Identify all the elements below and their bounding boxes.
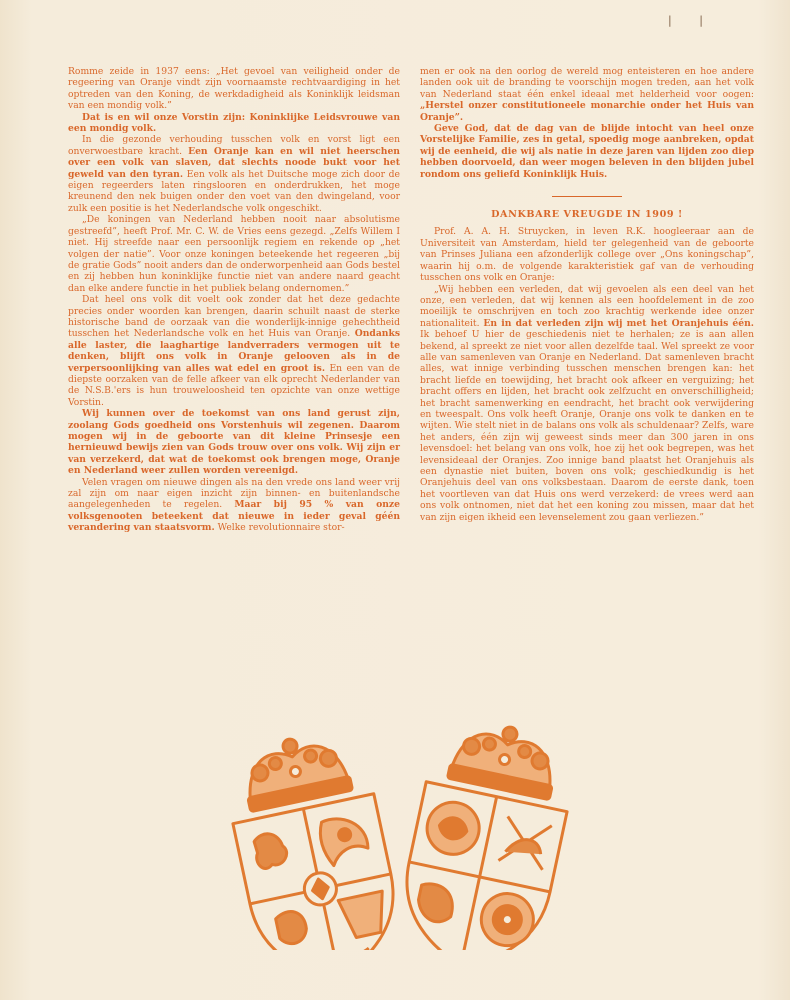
section-heading: DANKBARE VREUGDE IN 1909 ! — [491, 209, 683, 221]
body-text: In die gezonde verhouding tusschen volk en vorst ligt een onverwoestbare kracht. — [68, 134, 400, 157]
left-shield — [218, 724, 409, 950]
body-text: Velen vragen om nieuwe dingen als na den vrede ons land weer vrij zal zijn om naar eigen inzicht zijn binnen- en buitenlandsche aangelegenheden te regelen. — [68, 476, 400, 511]
fold-marks: | | — [668, 14, 715, 27]
body-text: Ik behoef U hier de geschiedenis niet te herhalen; ze is aan allen bekend, al spreekt ze niet voor allen dezelfde taal. Wel spreekt ze voor alle van samenleven van Oranje en Nederland. Dat samenleven bracht alles, wat innige verbinding tusschen menschen brengen kan: het bracht liefde en toewijding, het bracht ook afkeer en verguizing; het bracht offers en lijden, het bracht ook zelfzucht en onverschilligheid; het bracht samenwerking en eendracht, het bracht ook verwijdering en tweespalt. Ons volk heeft Oranje, Oranje ons volk te danken en te wijten. Wie stelt niet in de balans ons volk als schuldenaar? Zelfs, ware het anders, één zijn wij geweest sinds meer dan 300 jaren in ons levensdoel: het belang van ons volk, hoe zij het ook begrepen, was het levensideaal der Oranjes. Zoo innige band plaatst het Oranjehuis als een dynastie niet buiten, boven ons volk; geschiedkundig is het Oranjehuis deel van ons volksbestaan. Daarom de eerste dank, toen het voortleven van dat Huis ons werd verzekerd: de vrees werd aan ons volk ontnomen, niet dat het een koning zou missen, maar dat het van zijn eigen ikheid een levenselement zou gaan verliezen.” — [420, 329, 754, 523]
bold-text: Ondanks alle laster, die laaghartige landverraders vermogen uit te denken, blijft ons volk in Oranje gelooven als in de verpersoonlijking van alles wat edel en groot is. — [68, 328, 400, 374]
left-column — [68, 66, 400, 534]
right-column-bottom — [420, 226, 754, 523]
paragraph — [68, 214, 400, 294]
bold-text: Wij kunnen over de toekomst van ons land gerust zijn, zoolang Gods goedheid ons Vorstenhuis wil zegenen. Daarom mogen wij in de geboorte van dit kleine Prinsesje een hernieuwd bewijs zien van Gods trouw over ons volk. Wij zijn er van verzekerd, dat wat de toekomst ook brengen moge, Oranje en Nederland weer zullen worden vereenigd. — [68, 408, 400, 477]
body-text: „Wij hebben een verleden, dat wij gevoelen als een deel van het onze, een verleden, dat wij kennen als een hoofdelement in de zoo moeilijk te omschrijven en toch zoo krachtig werkende idee onzer nationaliteit. — [420, 283, 754, 329]
left-crown-icon — [238, 728, 353, 811]
right-crown-icon — [447, 716, 562, 799]
paragraph — [68, 477, 400, 534]
paragraph — [420, 226, 754, 283]
paragraph — [420, 66, 754, 123]
body-text: Dat heel ons volk dit voelt ook zonder dat het deze gedachte precies onder woorden kan brengen, daarin schuilt naast de sterke historische band de oorzaak van die wonderlijk-innige gehechtheid tusschen het Nederlandsche volk en het Huis van Oranje. — [68, 294, 400, 340]
heading-rule — [552, 196, 622, 197]
bold-text: Maar bij 95 % van onze volksgenooten beteekent dat nieuwe in ieder geval géén verandering van staatsvorm. — [68, 499, 400, 534]
body-text: Prof. A. A. H. Struycken, in leven R.K. hoogleeraar aan de Universiteit van Amsterdam, hield ter gelegenheid van de geboorte van Prinses Juliana een afzonderlijk college over „Ons koningschap”, waarin hij o.m. de volgende karakteristiek gaf van de verhouding tusschen ons volk en Oranje: — [420, 226, 754, 284]
bold-text: Dat is en wil onze Vorstin zijn: Koninklijke Leidsvrouwe van een mondig volk. — [68, 111, 400, 135]
body-text: Romme zeide in 1937 eens: „Het gevoel van veiligheid onder de regeering van Oranje vindt zijn voornaamste rechtvaardiging in het optreden van den Koning, de werkdadigheid als Koninklijk leidsman van een mondig volk.” — [68, 66, 400, 112]
body-text: „De koningen van Nederland hebben nooit naar absolutisme gestreefd”, heeft Prof. Mr. C. W. de Vries eens gezegd. „Zelfs Willem I niet. Hij streefde naar een persoonlijk regiem en rekende op „het volgen der natie”. Voor onze koningen beteekende het regeeren „bij de gratie Gods” nooit anders dan de onderworpenheid aan Gods bestel en zij hebben hun koninklijke functie niet van andere naard geacht dan elke andere functie in het publiek belang ondernomen.” — [68, 214, 400, 294]
body-text: men er ook na den oorlog de wereld mog enteisteren en hoe andere landen ook uit de branding te voorschijn mogen treden, aan het volk van Nederland staat één enkel ideaal met helderheid voor oogen: — [420, 66, 754, 100]
bold-text: Geve God, dat de dag van de blijde intocht van heel onze Vorstelijke Familie, zes in getal, spoedig moge aanbreken, opdat wij de eenheid, die wij als natie in deze jaren van lijden zoo diep hebben doorvoeld, dan weer mogen beleven in den blijden jubel rondom ons geliefd Koninklijk Huis. — [420, 123, 754, 180]
paragraph — [68, 134, 400, 214]
right-column-top — [420, 66, 754, 180]
body-text: En een van de diepste oorzaken van de felle afkeer van elk oprecht Nederlander van de N.S.B.'ers is hun trouweloosheid ten opzichte van onze wettige Vorstin. — [68, 362, 400, 408]
coat-of-arms-pair-icon — [200, 680, 610, 950]
body-text: Een volk als het Duitsche moge zich door de eigen regeerders laten ringslooren en onderdrukken, het moge kreunend den nek buigen onder den voet van den dwingeland, voor zulk een positie is het Nederlandsche volk ongeschikt. — [68, 168, 400, 214]
paragraph — [68, 408, 400, 476]
bold-text: „Herstel onzer constitutioneele monarchie onder het Huis van Oranje”. — [420, 100, 754, 123]
right-column — [420, 66, 754, 523]
paragraph — [68, 112, 400, 135]
paragraph — [420, 123, 754, 180]
paragraph — [420, 284, 754, 524]
right-shield — [390, 712, 581, 950]
body-text: Welke revolutionnaire stor- — [214, 522, 345, 534]
bold-text: En in dat verleden zijn wij met het Oranjehuis één. — [483, 317, 754, 329]
bold-text: Een Oranje kan en wil niet heerschen over een volk van slaven, dat slechts noode bukt voor het geweld van den tyran. — [68, 145, 400, 180]
paragraph — [68, 294, 400, 408]
paragraph — [68, 66, 400, 112]
